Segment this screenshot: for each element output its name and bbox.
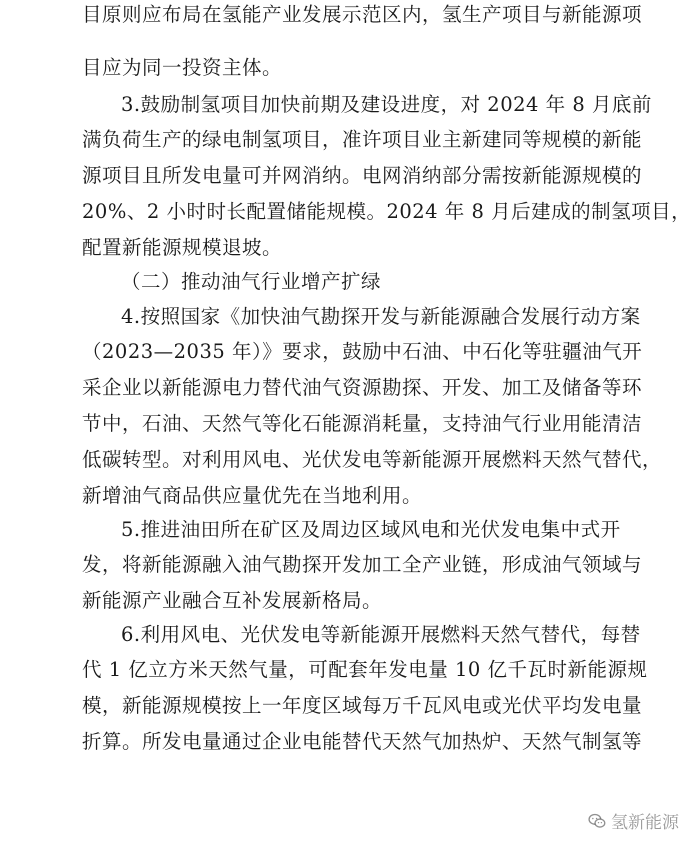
text-line: （2023—2035 年）》要求，鼓励中石油、中石化等驻疆油气开 xyxy=(82,340,643,363)
text-line: 配置新能源规模退坡。 xyxy=(82,236,283,259)
watermark-text: 氢新能源 xyxy=(611,813,679,833)
text-line: 折算。所发电量通过企业电能替代天然气加热炉、天然气制氢等 xyxy=(82,730,643,753)
text-line: 满负荷生产的绿电制氢项目，准许项目业主新建同等规模的新能 xyxy=(82,128,643,151)
text-line: 目原则应布局在氢能产业发展示范区内，氢生产项目与新能源项 xyxy=(82,3,643,26)
watermark xyxy=(587,808,679,833)
text-line: 采企业以新能源电力替代油气资源勘探、开发、加工及储备等环 xyxy=(82,376,643,399)
text-line: 20%、2 小时时长配置储能规模。2024 年 8 月后建成的制氢项目， xyxy=(82,200,692,223)
text-line: 4.按照国家《加快油气勘探开发与新能源融合发展行动方案 xyxy=(121,305,641,328)
text-line: 3.鼓励制氢项目加快前期及建设进度，对 2024 年 8 月底前 xyxy=(121,93,652,116)
text-line: 发，将新能源融入油气勘探开发加工全产业链，形成油气领域与 xyxy=(82,553,643,576)
text-line: 目应为同一投资主体。 xyxy=(82,56,283,79)
text-line: 低碳转型。对利用风电、光伏发电等新能源开展燃料天然气替代， xyxy=(82,448,663,471)
text-line: 节中，石油、天然气等化石能源消耗量，支持油气行业用能清洁 xyxy=(82,412,643,435)
text-line: 新增油气商品供应量优先在当地利用。 xyxy=(82,484,423,507)
text-line: 5.推进油田所在矿区及周边区域风电和光伏发电集中式开 xyxy=(121,518,621,541)
text-line: 新能源产业融合互补发展新格局。 xyxy=(82,589,383,612)
text-line: 模，新能源规模按上一年度区域每万千瓦风电或光伏平均发电量 xyxy=(82,694,643,717)
text-line: 6.利用风电、光伏发电等新能源开展燃料天然气替代，每替 xyxy=(121,623,641,646)
section-heading: （二）推动油气行业增产扩绿 xyxy=(121,270,382,293)
text-line: 源项目且所发电量可并网消纳。电网消纳部分需按新能源规模的 xyxy=(82,164,643,187)
text-line: 代 1 亿立方米天然气量，可配套年发电量 10 亿千瓦时新能源规 xyxy=(82,658,648,681)
wechat-icon xyxy=(587,811,607,831)
